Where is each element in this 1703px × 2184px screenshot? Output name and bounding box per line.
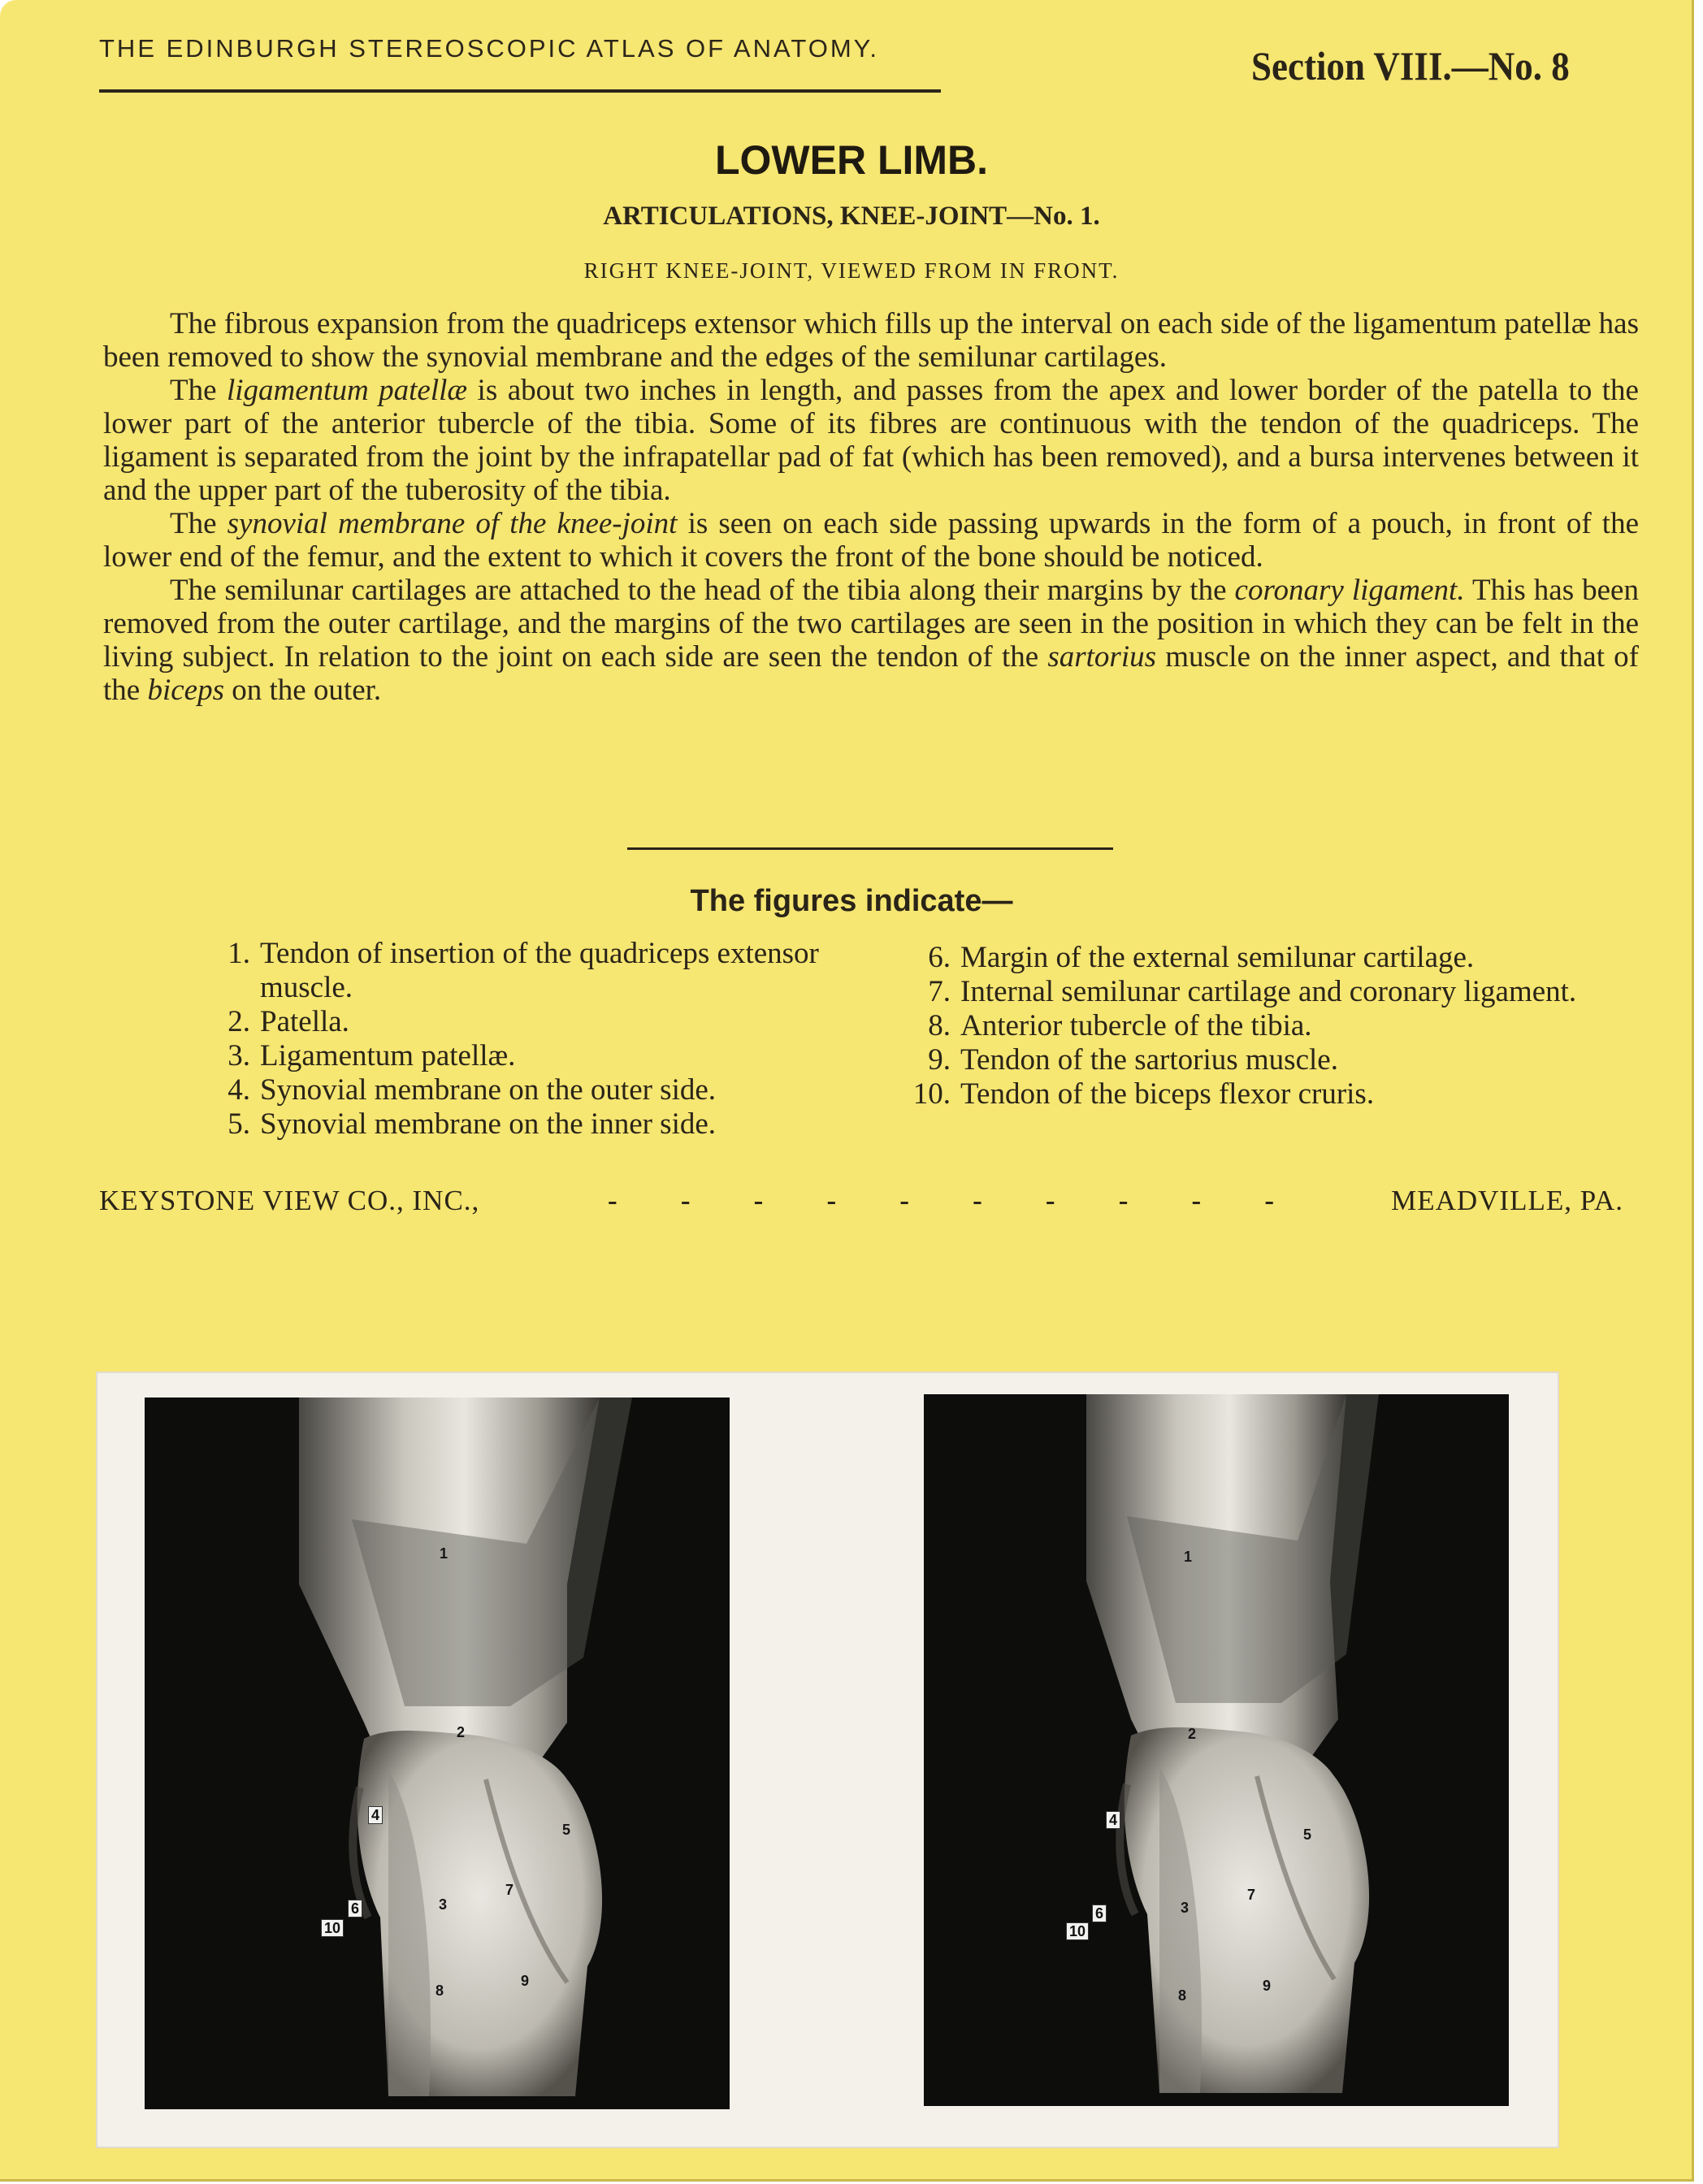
photo-label-8: 8 [436, 1982, 444, 1999]
atlas-title: THE EDINBURGH STEREOSCOPIC ATLAS OF ANATOMY. [99, 34, 879, 63]
view-heading: RIGHT KNEE-JOINT, VIEWED FROM IN FRONT. [583, 258, 1120, 283]
photo-label-9: 9 [521, 1973, 530, 1989]
figure-legend-left [218, 937, 876, 1142]
photo-label-5: 5 [562, 1822, 571, 1838]
stereo-photo-right [924, 1394, 1509, 2106]
photo-label-2: 2 [1188, 1726, 1197, 1742]
region-heading: LOWER LIMB. [714, 137, 989, 183]
photo-label-10: 10 [321, 1919, 344, 1937]
legend-item: 6. Margin of the external semilunar cartilage. [928, 941, 1475, 974]
photo-label-8: 8 [1178, 1987, 1187, 2004]
photo-label-2: 2 [457, 1724, 466, 1740]
title-underline [99, 89, 941, 93]
legend-item: 1. Tendon of insertion of the quadriceps extensor muscle. [228, 937, 819, 1004]
photo-label-7: 7 [505, 1882, 514, 1898]
photo-label-4: 4 [368, 1806, 383, 1824]
legend-item: 4. Synovial membrane on the outer side. [228, 1073, 717, 1107]
paragraph-4: The semilunar cartilages are attached to the head of the tibia along their margins by the coronary ligament. This has been removed from the outer cartilage, and the margins of the two cartilages are seen in the position in which they can be felt in the living subject. In relation to the joint on each side are seen the tendon of the sartorius muscle on the inner aspect, and that of the biceps on the outer. [103, 574, 1639, 707]
paragraph-2: The ligamentum patellæ is about two inches in length, and passes from the apex and lower border of the patella to the lower part of the anterior tubercle of the tibia. Some of its fibres are continuous with the tendon of the quadriceps. The ligament is separated from the joint by the infrapatellar pad of fat (which has been removed), and a bursa intervenes between it and the upper part of the tuberosity of the tibia. [103, 374, 1639, 507]
photo-label-1: 1 [1184, 1549, 1193, 1565]
stereo-photo-left [145, 1398, 730, 2109]
description-text [103, 307, 1639, 707]
paragraph-1: The fibrous expansion from the quadriceps extensor which fills up the interval on each side of the ligamentum patellæ has been removed to show the synovial membrane and the edges of the semilunar cartilages. [103, 307, 1639, 374]
publisher-name: KEYSTONE VIEW CO., INC., [99, 1185, 480, 1216]
paragraph-3: The synovial membrane of the knee-joint is seen on each side passing upwards in the form of a pouch, in front of the lower end of the femur, and the extent to which it covers the front of the bone should be noticed. [103, 507, 1639, 574]
section-divider [627, 847, 1113, 850]
legend-item: 10. Tendon of the biceps flexor cruris. [912, 1077, 1375, 1111]
figure-legend-right [900, 941, 1607, 1112]
photo-label-4: 4 [1106, 1811, 1120, 1829]
photo-label-6: 6 [1092, 1904, 1107, 1922]
photo-label-9: 9 [1263, 1978, 1272, 1994]
section-number: Section VIII.—No. 8 [1251, 43, 1570, 89]
photo-label-5: 5 [1303, 1826, 1312, 1843]
footer-dash-leader: - - - - - - - - - - [608, 1185, 1274, 1216]
photo-label-1: 1 [440, 1545, 448, 1562]
legend-item: 7. Internal semilunar cartilage and coronary ligament. [928, 975, 1577, 1008]
photo-label-3: 3 [439, 1896, 448, 1913]
legend-item: 9. Tendon of the sartorius muscle. [928, 1043, 1338, 1077]
photo-label-7: 7 [1247, 1887, 1256, 1903]
legend-item: 2. Patella. [228, 1005, 349, 1038]
knee-dissection-image [145, 1398, 730, 2109]
figures-heading: The figures indicate— [690, 884, 1013, 918]
legend-item: 5. Synovial membrane on the inner side. [228, 1107, 717, 1141]
subject-heading: ARTICULATIONS, KNEE-JOINT—No. 1. [603, 202, 1100, 231]
photo-label-3: 3 [1181, 1900, 1190, 1916]
stereo-photo-mount [98, 1373, 1558, 2147]
photo-label-10: 10 [1066, 1922, 1089, 1940]
legend-item: 8. Anterior tubercle of the tibia. [928, 1009, 1312, 1042]
publisher-location: MEADVILLE, PA. [1391, 1185, 1623, 1216]
photo-label-6: 6 [348, 1900, 362, 1918]
knee-dissection-image [924, 1394, 1509, 2106]
legend-item: 3. Ligamentum patellæ. [228, 1039, 516, 1072]
